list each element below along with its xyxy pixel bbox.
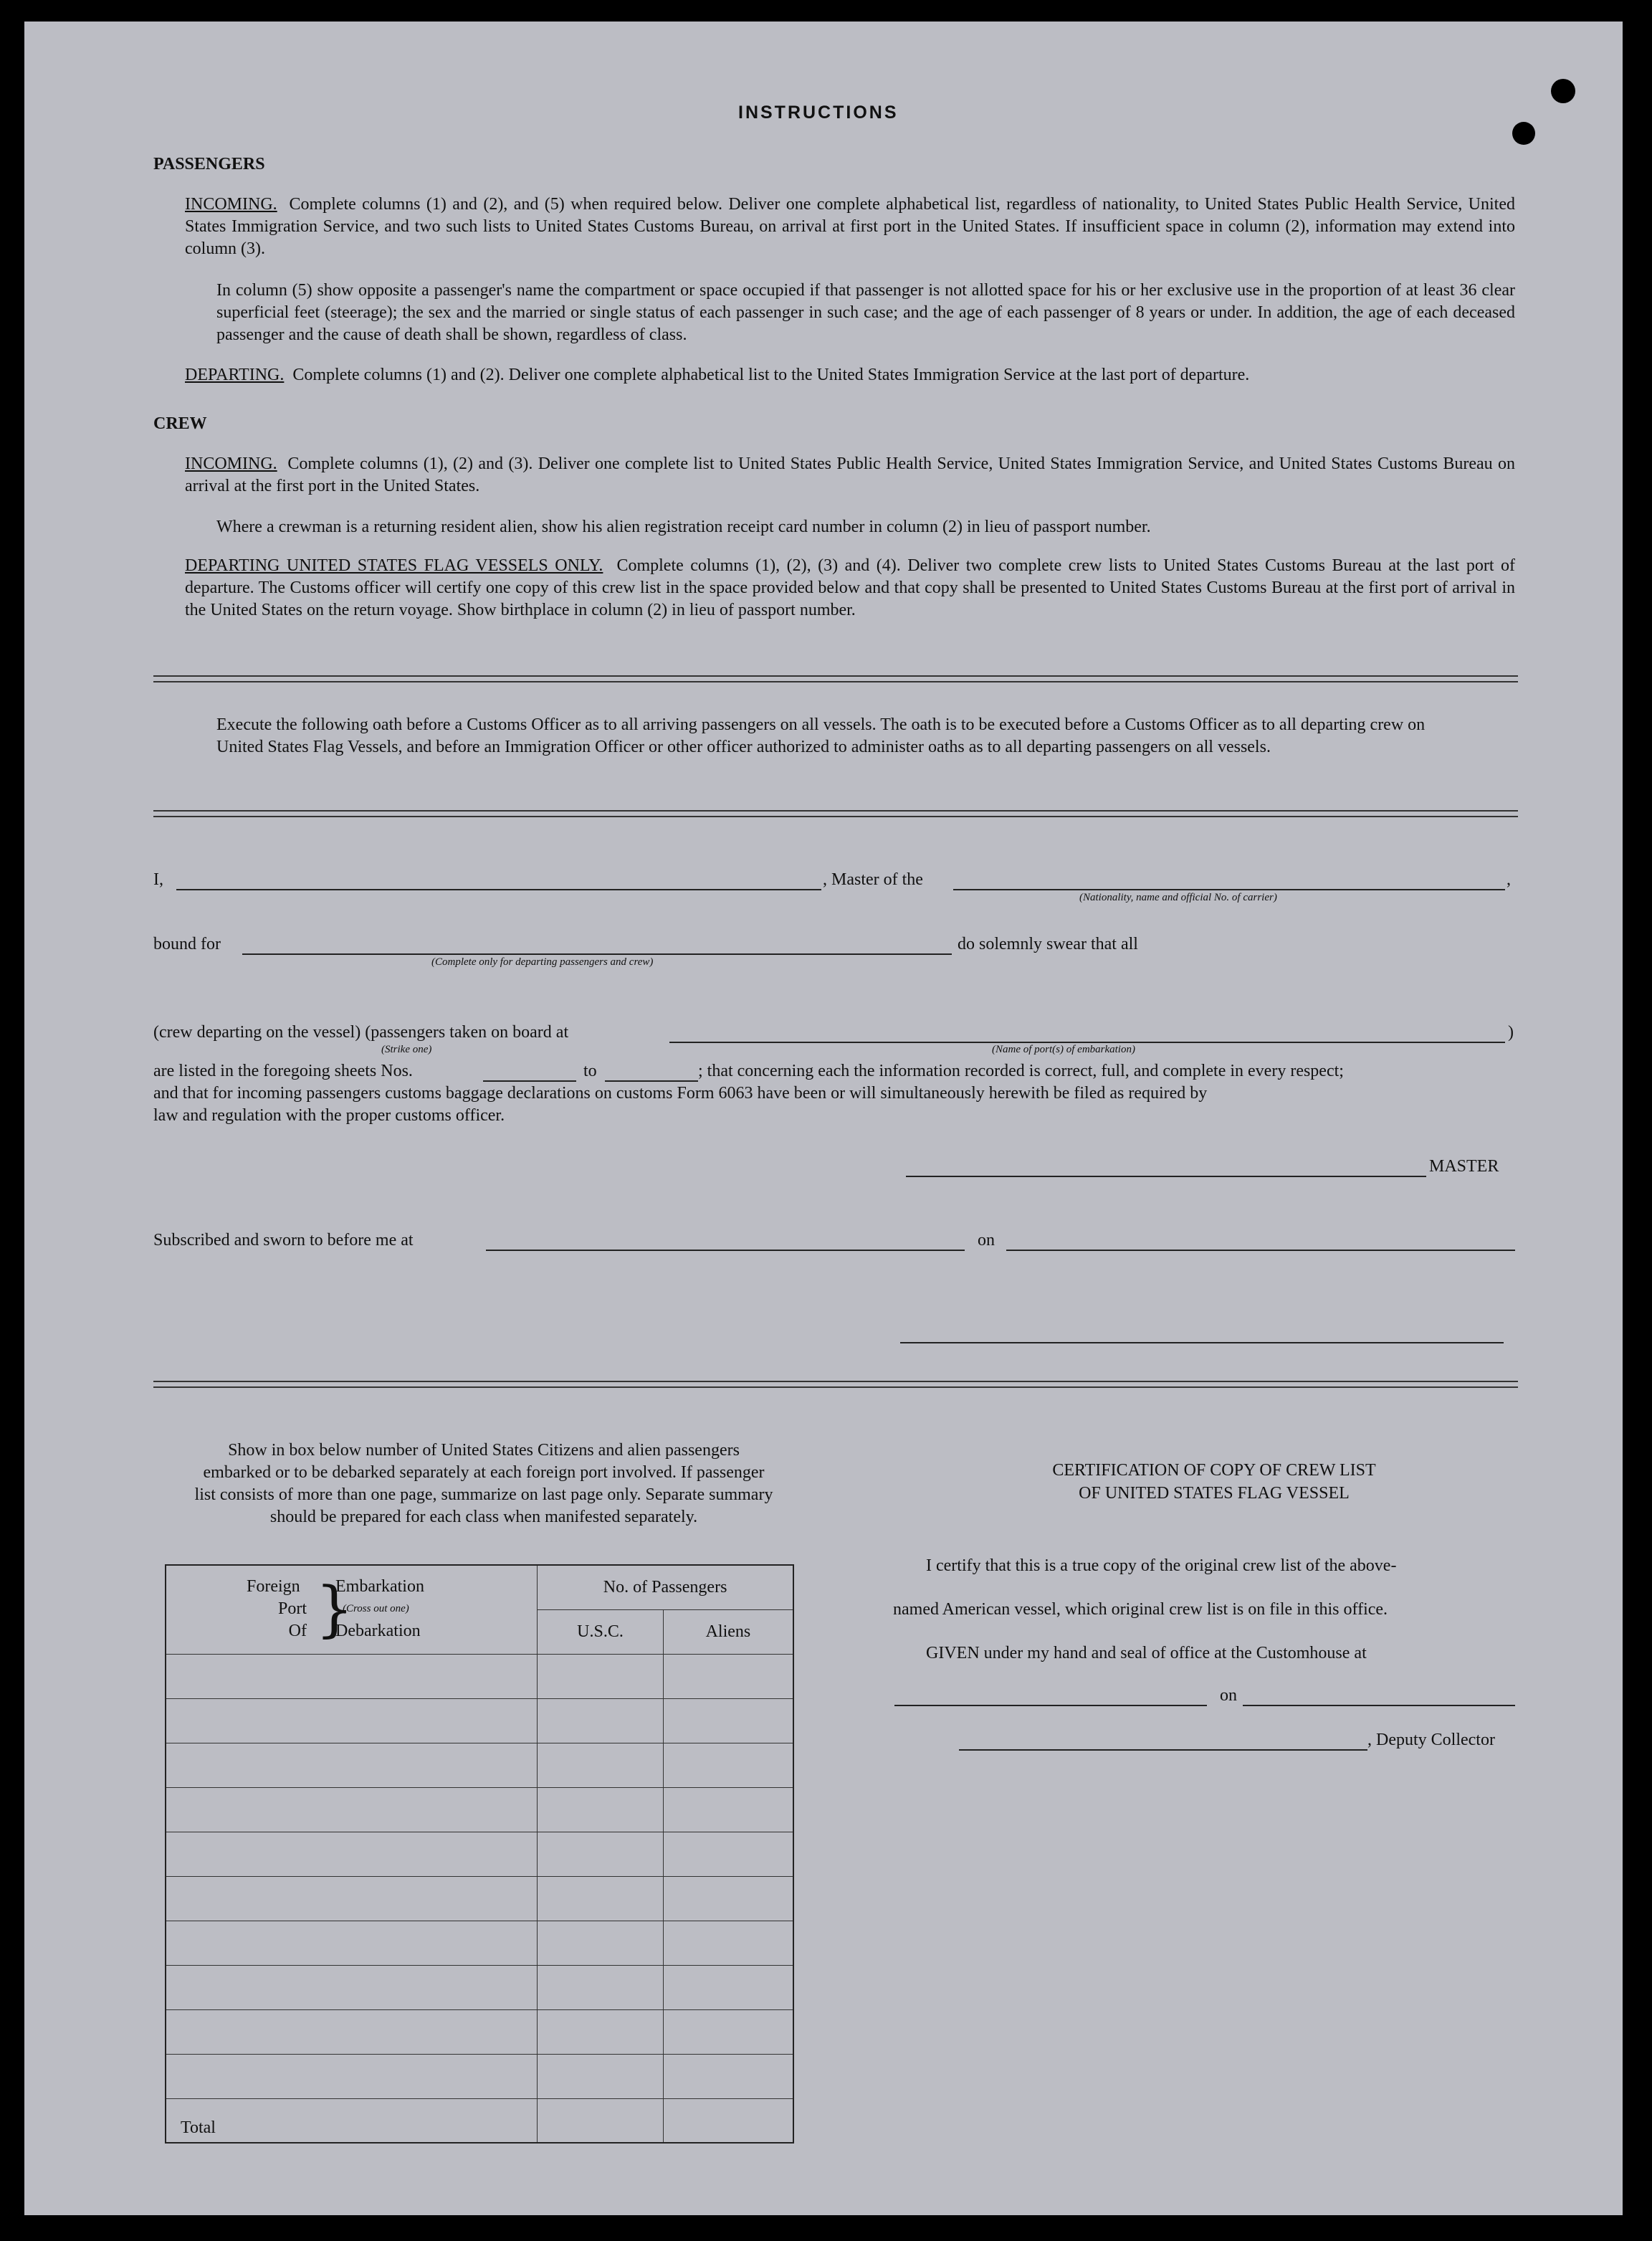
divider (153, 675, 1518, 682)
bound-for-hint: (Complete only for departing passengers and crew) (431, 956, 654, 968)
oath-i-label: I, (153, 870, 163, 889)
table-cell[interactable] (538, 1654, 664, 1698)
embarkation-label: Embarkation (335, 1577, 424, 1596)
certification-on-label: on (1220, 1686, 1237, 1705)
punch-hole (1551, 79, 1575, 103)
total-aliens-cell[interactable] (663, 2098, 793, 2143)
port-close-paren: ) (1508, 1023, 1514, 1042)
officer-signature-field[interactable] (900, 1342, 1504, 1343)
certification-heading-1: CERTIFICATION OF COPY OF CREW LIST (1052, 1461, 1376, 1480)
passengers-incoming-text: Complete columns (1) and (2), and (5) when required below. Deliver one complete alphabetical list, regardless of nationality, to United States Public Health Service, United States Immigration Service, and two such lists to United States Customs Bureau, on arrival at first port in the United States. If insufficient space in column (2), information may extend into column (3). (185, 195, 1516, 258)
divider (153, 1381, 1518, 1388)
form-page (24, 22, 1623, 2215)
to-label: to (583, 1062, 597, 1080)
page-title: INSTRUCTIONS (738, 103, 899, 123)
no-passengers-header: No. of Passengers (538, 1565, 793, 1609)
table-cell[interactable] (166, 1743, 538, 1787)
table-cell[interactable] (663, 2054, 793, 2098)
table-cell[interactable] (166, 1876, 538, 1921)
port-header-cell (166, 1565, 538, 1654)
master-of-label: , Master of the (823, 870, 923, 889)
port-hint: (Name of port(s) of embarkation) (992, 1044, 1135, 1055)
table-cell[interactable] (538, 1832, 664, 1876)
total-usc-cell[interactable] (538, 2098, 664, 2143)
table-cell[interactable] (166, 1965, 538, 2009)
oath-line3: law and regulation with the proper customs officer. (153, 1106, 505, 1125)
crew-incoming-paragraph (185, 453, 1515, 498)
table-cell[interactable] (663, 1654, 793, 1698)
carrier-hint: (Nationality, name and official No. of carrier) (1079, 892, 1277, 903)
passengers-column5-paragraph: In column (5) show opposite a passenger's name the compartment or space occupied if that passenger is not allotted space for his or her exclusive use in the proportion of at least 36 clear superficial feet (steerage); the sex and the married or single status of each passenger in such case; and the age of each passenger of 8 years or under. In addition, the age of each deceased passenger and the cause of death shall be shown, regardless of class. (216, 281, 1515, 344)
total-label: Total (181, 2118, 216, 2137)
master-name-field[interactable] (176, 889, 821, 890)
table-cell[interactable] (663, 1832, 793, 1876)
table-cell[interactable] (166, 2009, 538, 2054)
table-cell[interactable] (538, 2054, 664, 2098)
divider (153, 810, 1518, 817)
table-cell[interactable] (166, 1698, 538, 1743)
table-cell[interactable] (538, 1698, 664, 1743)
aliens-header: Aliens (663, 1609, 793, 1654)
oath-instruction: Execute the following oath before a Customs Officer as to all arriving passengers on all vessels. The oath is to be executed before a Customs Officer as to all departing crew on United States Flag Vessels, and before an Immigration Officer or other officer authorized to administer oaths as to all departing passengers on all vessels. (216, 715, 1426, 756)
table-cell[interactable] (663, 1743, 793, 1787)
table-cell[interactable] (663, 2009, 793, 2054)
table-cell[interactable] (663, 1698, 793, 1743)
certification-date-field[interactable] (1243, 1705, 1515, 1706)
customhouse-field[interactable] (894, 1705, 1207, 1706)
oath-line2: and that for incoming passengers customs baggage declarations on customs Form 6063 have been or will simultaneously herewith be filed as required by (153, 1084, 1208, 1103)
listed-rest: ; that concerning each the information recorded is correct, full, and complete in every respect; (698, 1062, 1344, 1080)
strike-one-hint: (Strike one) (381, 1044, 432, 1055)
table-cell[interactable] (663, 1965, 793, 2009)
swear-label: do solemnly swear that all (958, 935, 1138, 953)
given-line: GIVEN under my hand and seal of office at the Customhouse at (926, 1644, 1367, 1662)
crew-departing-label: (crew departing on the vessel) (passengers taken on board at (153, 1023, 569, 1042)
punch-hole (1512, 122, 1535, 145)
master-label: MASTER (1429, 1157, 1499, 1176)
passengers-incoming-label: INCOMING. (185, 195, 277, 214)
table-cell[interactable] (538, 1876, 664, 1921)
carrier-field[interactable] (953, 889, 1505, 890)
table-cell[interactable] (166, 1654, 538, 1698)
table-cell[interactable] (663, 1787, 793, 1832)
sworn-place-field[interactable] (486, 1250, 965, 1251)
crew-incoming-text: Complete columns (1), (2) and (3). Deliver one complete list to United States Public Health Service, United States Immigration Service, and United States Customs Bureau on arrival at the first port in the United States. (185, 455, 1516, 495)
table-cell[interactable] (538, 1787, 664, 1832)
certify-line-2: named American vessel, which original crew list is on file in this office. (893, 1600, 1388, 1619)
crew-heading: CREW (153, 414, 207, 433)
crew-departing-paragraph (185, 555, 1515, 622)
foreign-label: Foreign (247, 1577, 300, 1596)
table-cell[interactable] (538, 1743, 664, 1787)
deputy-collector-label: , Deputy Collector (1367, 1731, 1495, 1749)
certify-line-1: I certify that this is a true copy of the original crew list of the above- (926, 1556, 1397, 1575)
listed-label: are listed in the foregoing sheets Nos. (153, 1062, 413, 1080)
crew-resident-paragraph: Where a crewman is a returning resident alien, show his alien registration receipt card number in column (2) in lieu of passport number. (216, 518, 1151, 536)
brace-icon: } (315, 1574, 354, 1644)
passengers-incoming-paragraph (185, 194, 1515, 260)
table-cell[interactable] (538, 1921, 664, 1965)
table-cell[interactable] (538, 1965, 664, 2009)
table-cell[interactable] (166, 1832, 538, 1876)
bound-for-label: bound for (153, 935, 221, 953)
table-cell[interactable] (663, 1921, 793, 1965)
subscribed-label: Subscribed and sworn to before me at (153, 1231, 414, 1250)
passengers-departing-label: DEPARTING. (185, 366, 285, 384)
table-cell[interactable] (538, 2009, 664, 2054)
certification-heading-2: OF UNITED STATES FLAG VESSEL (1079, 1484, 1350, 1503)
usc-header: U.S.C. (538, 1609, 664, 1654)
crew-departing-label: DEPARTING UNITED STATES FLAG VESSELS ONLY. (185, 556, 603, 575)
table-cell[interactable] (166, 1921, 538, 1965)
passengers-departing-text: Complete columns (1) and (2). Deliver one complete alphabetical list to the United States Immigration Service at the last port of departure. (292, 366, 1250, 384)
sheet-from-field[interactable] (483, 1080, 576, 1082)
table-cell[interactable] (166, 1787, 538, 1832)
passenger-summary-table (165, 1564, 794, 2144)
master-signature-field[interactable] (906, 1176, 1426, 1177)
port-label: Port (277, 1599, 307, 1618)
passengers-heading: PASSENGERS (153, 155, 265, 173)
cross-out-hint: (Cross out one) (343, 1603, 409, 1614)
sworn-on-label: on (978, 1231, 995, 1250)
carrier-comma: , (1507, 870, 1511, 889)
total-cell (166, 2098, 538, 2143)
debarkation-label: Debarkation (335, 1622, 421, 1640)
crew-incoming-label: INCOMING. (185, 455, 277, 473)
sheet-to-field[interactable] (605, 1080, 698, 1082)
embarkation-port-field[interactable] (669, 1042, 1505, 1043)
bound-for-field[interactable] (242, 953, 952, 955)
crew-departing-text: Complete columns (1), (2), (3) and (4). Deliver two complete crew lists to United States Customs Bureau at the last port of departure. The Customs officer will certify one copy of this crew list in the space provided below and that copy shall be presented to United States Customs Bureau at the first port of arrival in the United States on the return voyage. Show birthplace in column (2) in lieu of passport number. (185, 556, 1515, 619)
sworn-date-field[interactable] (1006, 1250, 1515, 1251)
passengers-departing-paragraph (185, 364, 1515, 386)
of-label: Of (288, 1622, 307, 1640)
deputy-signature-field[interactable] (959, 1749, 1367, 1751)
summary-instruction: Show in box below number of United States Citizens and alien passengers embarked or to be debarked separately at each foreign port involved. If passenger list consists of more than one page, summarize on last page only. Separate summary should be prepared for each class when manifested separately. (194, 1441, 773, 1526)
table-cell[interactable] (166, 2054, 538, 2098)
table-cell[interactable] (663, 1876, 793, 1921)
